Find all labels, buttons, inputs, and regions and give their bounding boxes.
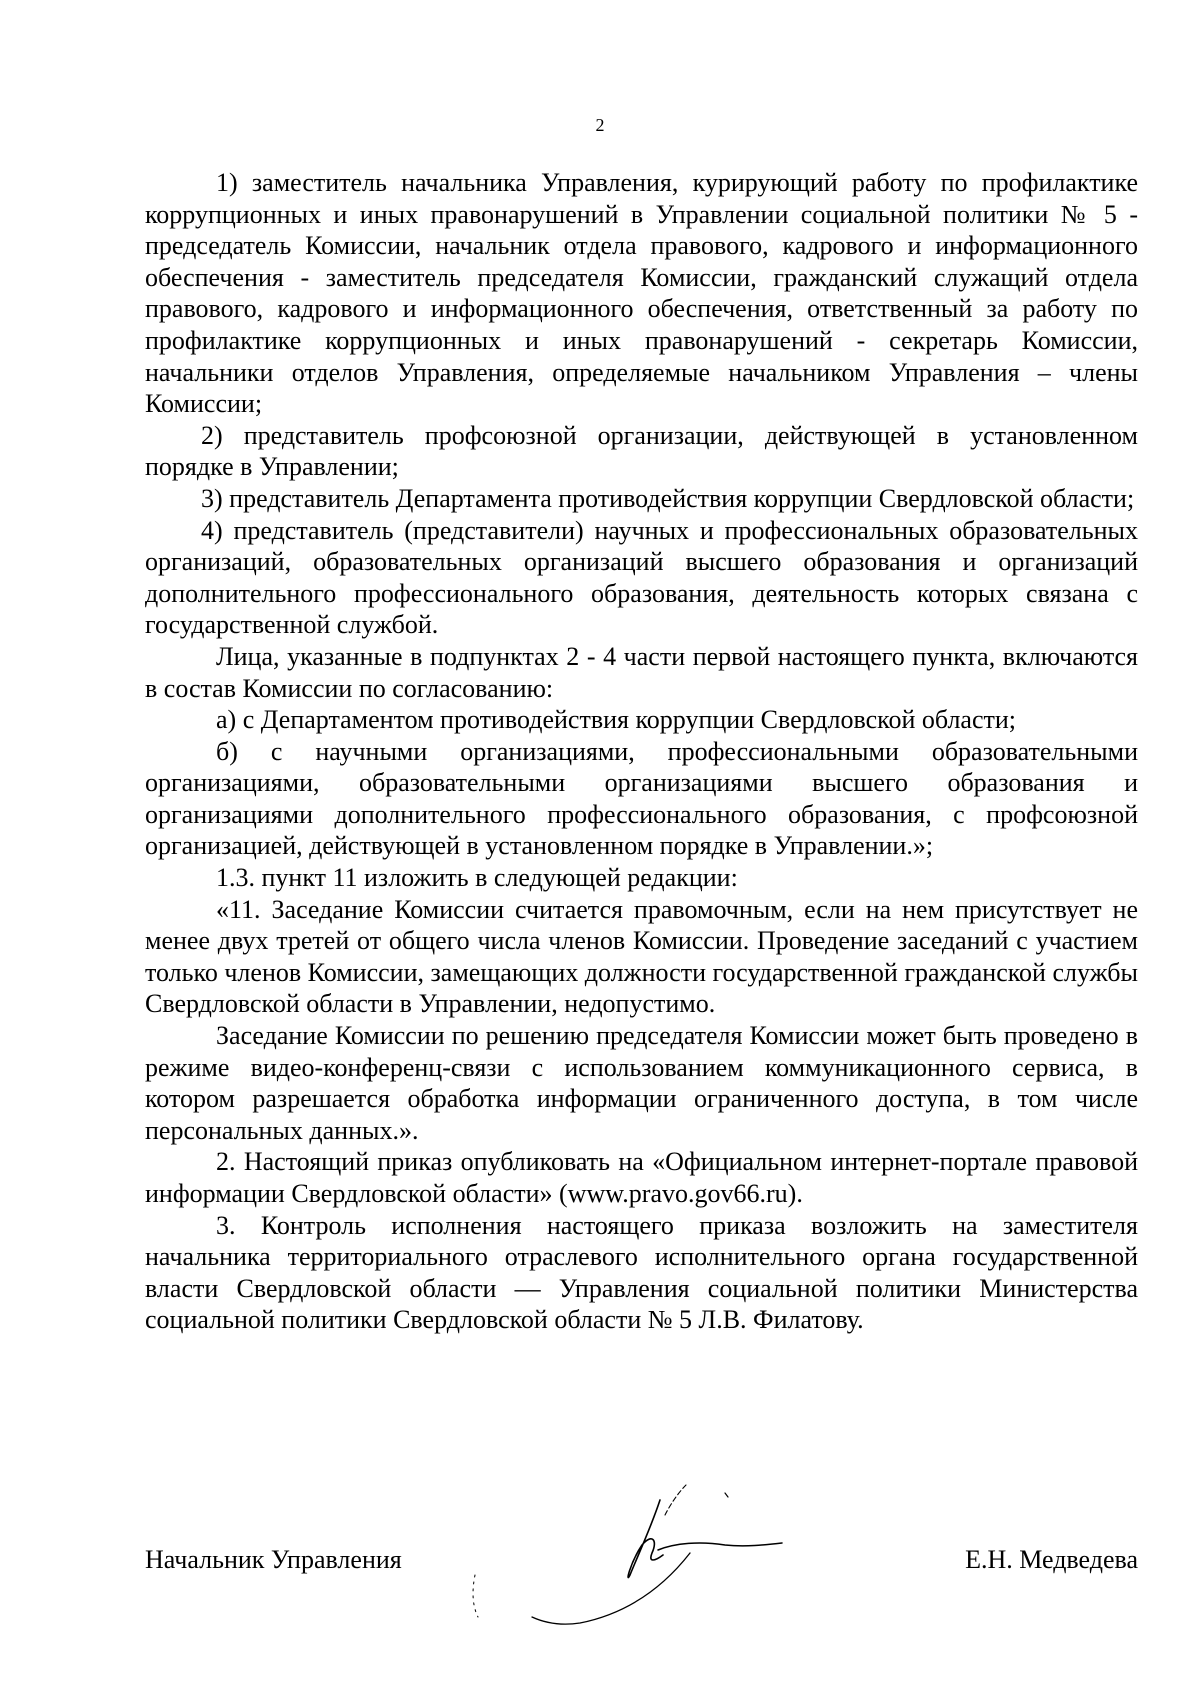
page-number: 2: [595, 115, 605, 135]
paragraph-education-representatives: 4) представитель (представители) научных и профессиональных образовательных организаций, образовательных организаций высшего образования и организаций дополнительного профессионального образования, деятельность которых связана с государственной службой.: [145, 515, 1138, 640]
paragraph-department-representative: 3) представитель Департамента противодействия коррупции Свердловской области;: [201, 483, 1135, 513]
paragraph-item-b: б) с научными организациями, профессиональными образовательными организациями, образовательными организациями высшего образования и организациями дополнительного профессионального образования, с профсоюзной организацией, действующей в установленном порядке в Управлении.»;: [145, 736, 1138, 861]
paragraph-clause-11: «11. Заседание Комиссии считается правомочным, если на нем присутствует не менее двух третей от общего числа членов Комиссии. Проведение заседаний с участием только членов Комиссии, замещающих должности государственной гражданской службы Свердловской области в Управлении, недопустимо.: [145, 894, 1138, 1019]
paragraph-video-conference: Заседание Комиссии по решению председателя Комиссии может быть проведено в режиме видео-конференц-связи с использованием коммуникационного сервиса, в котором разрешается обработка информации ограниченного доступа, в том числе персональных данных.».: [145, 1021, 1138, 1145]
paragraph-clause-1-3: 1.3. пункт 11 изложить в следующей редакции:: [216, 863, 738, 893]
paragraph-commission-composition: 1) заместитель начальника Управления, курирующий работу по профилактике коррупционных и иных правонарушений в Управлении социальной политики № 5 - председатель Комиссии, начальник отдела правового, кадрового и информационного обеспечения - заместитель председателя Комиссии, гражданский служащий отдела правового, кадрового и информационного обеспечения, ответственный за работу по профилактике коррупционных и иных правонарушений - секретарь Комиссии, начальники отделов Управления, определяемые начальником Управления – члены Комиссии;: [145, 168, 1138, 419]
signatory-name: Е.Н. Медведева: [965, 1545, 1138, 1574]
signature-stroke-dot: [725, 1493, 728, 1497]
signature-block: [145, 1544, 1138, 1584]
paragraph-union-representative: 2) представитель профсоюзной организации, действующей в установленном порядке в Управлении;: [145, 420, 1138, 482]
paragraph-publication: 2. Настоящий приказ опубликовать на «Официальном интернет-портале правовой информации Свердловской области» (www.pravo.gov66.ru).: [145, 1147, 1138, 1208]
handwritten-signature: [460, 1445, 840, 1635]
document-body: [145, 167, 1138, 1336]
signature-stroke-upper: [665, 1485, 686, 1515]
paragraph-item-a: а) с Департаментом противодействия коррупции Свердловской области;: [216, 705, 1016, 735]
signatory-position: Начальник Управления: [145, 1545, 402, 1574]
paragraph-control: 3. Контроль исполнения настоящего приказа возложить на заместителя начальника территориального отраслевого исполнительного органа государственной власти Свердловской области — Управления социальной политики Министерства социальной политики Свердловской области № 5 Л.В. Филатову.: [145, 1210, 1138, 1335]
paragraph-inclusion-agreement: Лица, указанные в подпунктах 2 - 4 части первой настоящего пункта, включаются в состав Комиссии по согласованию:: [145, 641, 1138, 703]
